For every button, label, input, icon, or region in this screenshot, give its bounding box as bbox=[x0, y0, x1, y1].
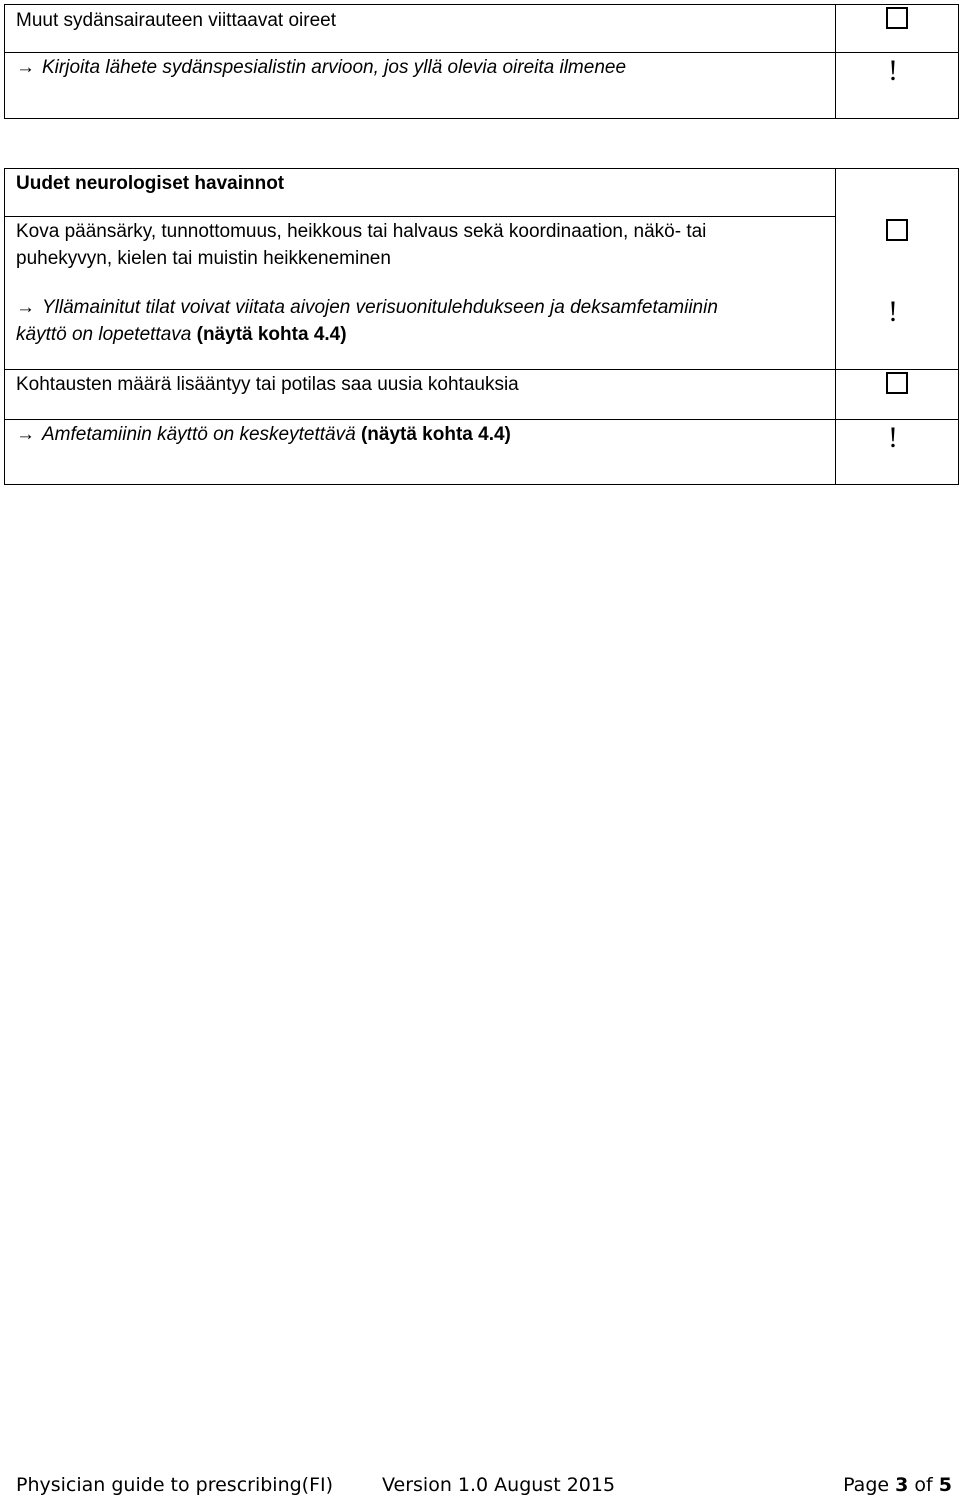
section2-table bbox=[4, 168, 959, 485]
section2-checkbox[interactable] bbox=[886, 219, 908, 241]
section1-checkbox[interactable] bbox=[886, 7, 908, 29]
section2-heading-empty-cell bbox=[836, 169, 959, 217]
section3-checkbox-cell[interactable] bbox=[836, 370, 959, 420]
section2-instruction-text2: käyttö on lopetettava bbox=[16, 324, 192, 345]
section3-instruction bbox=[5, 420, 835, 448]
section2-instruction-text1: Yllämainitut tilat voivat viitata aivojen verisuonitulehdukseen ja deksamfetamiinin bbox=[42, 297, 718, 318]
section1-instruction-cell bbox=[5, 53, 836, 119]
section1-checkbox-cell[interactable] bbox=[836, 5, 959, 53]
section2-body-cell bbox=[5, 217, 836, 370]
section3-instruction-text: Amfetamiinin käyttö on keskeytettävä bbox=[42, 424, 356, 445]
section2-symptoms-line2: puhekyvyn, kielen tai muistin heikkeneminen bbox=[16, 248, 391, 269]
arrow-right-icon: → bbox=[16, 57, 35, 78]
footer-version: Version 1.0 August 2015 bbox=[382, 1474, 616, 1496]
section1-instruction-text: Kirjoita lähete sydänspesialistin arvioon, jos yllä olevia oireita ilmenee bbox=[42, 57, 627, 78]
section3-heading: Kohtausten määrä lisääntyy tai potilas saa uusia kohtauksia bbox=[16, 374, 519, 395]
section2-heading-cell bbox=[5, 169, 836, 217]
section1-warning-cell bbox=[836, 53, 959, 119]
footer-document-title: Physician guide to prescribing(FI) bbox=[16, 1474, 334, 1496]
section2-instruction-ref: (näytä kohta 4.4) bbox=[196, 324, 347, 345]
section3-instruction-ref: (näytä kohta 4.4) bbox=[360, 424, 511, 445]
section2-heading: Uudet neurologiset havainnot bbox=[16, 173, 285, 194]
section3-warning-cell bbox=[836, 420, 959, 485]
section3-instruction-cell bbox=[5, 420, 836, 485]
section2-instruction-line1 bbox=[5, 294, 835, 321]
exclamation-icon: ! bbox=[888, 294, 898, 328]
section1-question-cell bbox=[5, 5, 836, 53]
section1-heading: Muut sydänsairauteen viittaavat oireet bbox=[16, 10, 337, 31]
section1-table bbox=[4, 4, 959, 119]
section3-heading-cell bbox=[5, 370, 836, 420]
page-footer bbox=[16, 1474, 952, 1498]
arrow-right-icon: → bbox=[16, 424, 35, 445]
section2-symptoms-line1: Kova päänsärky, tunnottomuus, heikkous tai halvaus sekä koordinaation, näkö- tai bbox=[16, 221, 707, 242]
section2-instruction-line2 bbox=[5, 321, 835, 348]
footer-page-number: Page 3 of 5 bbox=[843, 1474, 952, 1496]
exclamation-icon: ! bbox=[888, 421, 898, 454]
exclamation-icon: ! bbox=[888, 54, 898, 87]
section2-checkbox-cell[interactable] bbox=[836, 217, 959, 370]
arrow-right-icon: → bbox=[16, 297, 35, 318]
section1-instruction bbox=[5, 53, 835, 81]
section3-checkbox[interactable] bbox=[886, 372, 908, 394]
